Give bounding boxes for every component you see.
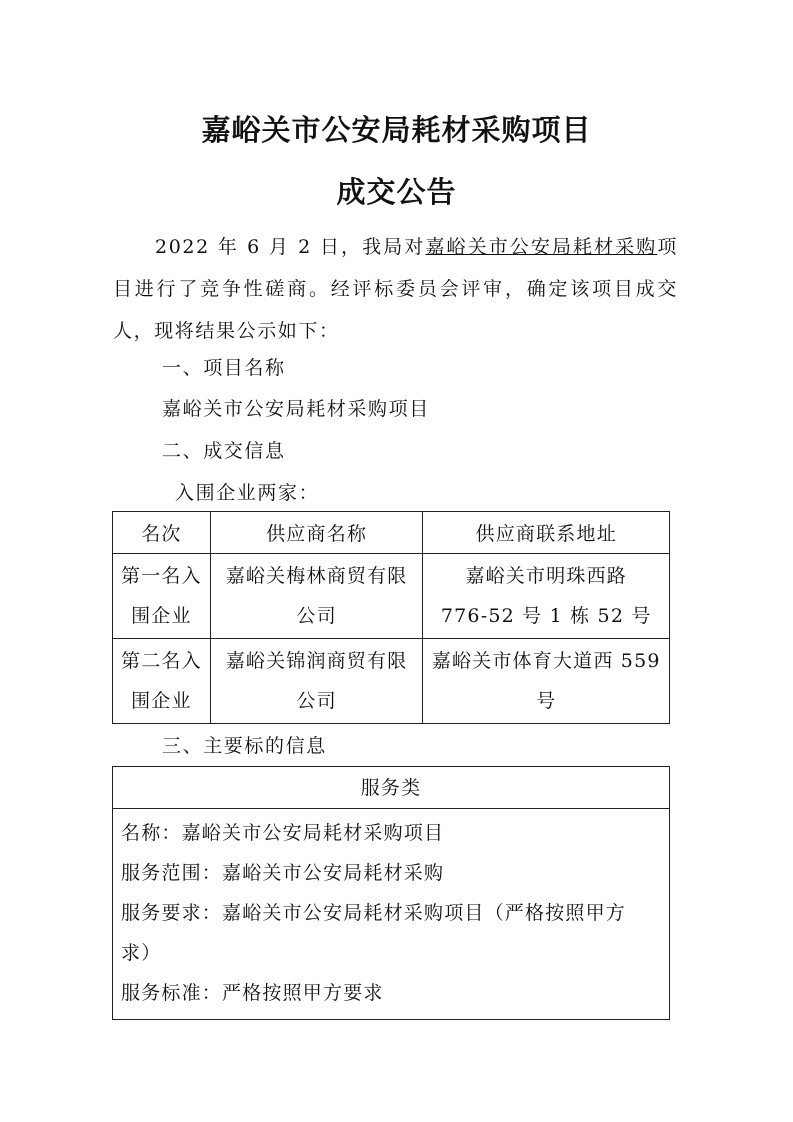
section3-heading: 三、主要标的信息	[162, 735, 327, 757]
document-subtitle: 成交公告	[336, 175, 457, 209]
rank-line: 围企业	[131, 690, 192, 712]
service-requirement-cont: 求）	[121, 942, 162, 964]
service-details-cell	[113, 809, 670, 1020]
column-header-rank: 名次	[113, 512, 211, 554]
service-category-header: 服务类	[113, 767, 670, 809]
service-header-row	[113, 767, 670, 809]
supplier-name-line: 嘉峪关锦润商贸有限	[225, 650, 408, 672]
supplier-name-cell	[210, 554, 423, 639]
winners-table	[112, 511, 670, 724]
service-requirement: 服务要求：嘉峪关市公安局耗材采购项目（严格按照甲方	[121, 902, 627, 924]
section1-heading: 一、项目名称	[162, 357, 286, 379]
rank-cell	[113, 639, 211, 724]
column-header-supplier-address: 供应商联系地址	[423, 512, 670, 554]
supplier-address-line: 776-52 号 1 栋 52 号	[440, 605, 652, 627]
rank-line: 第一名入	[121, 565, 202, 587]
service-name: 名称：嘉峪关市公安局耗材采购项目	[121, 822, 445, 844]
service-table	[112, 766, 670, 1020]
table-row	[113, 554, 670, 639]
intro-date-text: 2022 年 6 月 2 日，我局对	[155, 236, 426, 258]
document-title: 嘉峪关市公安局耗材采购项目	[201, 113, 592, 147]
supplier-address-cell	[423, 554, 670, 639]
supplier-name-line: 嘉峪关梅林商贸有限	[225, 565, 408, 587]
supplier-address-line: 嘉峪关市明珠西路	[465, 565, 627, 587]
column-header-supplier-name: 供应商名称	[210, 512, 423, 554]
service-standard: 服务标准：严格按照甲方要求	[121, 982, 384, 1004]
table-row	[113, 639, 670, 724]
rank-cell	[113, 554, 211, 639]
service-scope: 服务范围：嘉峪关市公安局耗材采购	[121, 862, 445, 884]
section1-content: 嘉峪关市公安局耗材采购项目	[162, 398, 430, 420]
supplier-name-line: 公司	[296, 690, 337, 712]
supplier-name-cell	[210, 639, 423, 724]
section2-heading: 二、成交信息	[162, 440, 286, 462]
supplier-address-line: 号	[536, 690, 557, 712]
intro-project-name: 嘉峪关市公安局耗材采购	[425, 236, 658, 258]
rank-line: 围企业	[131, 605, 192, 627]
supplier-address-cell	[423, 639, 670, 724]
intro-rest-text: 项目进行了竞争性磋商。经评标委员会评审，确定该项目成交人，现将结果公示如下：	[113, 236, 678, 342]
section2-subheading: 入围企业两家：	[175, 482, 320, 504]
table-header-row	[113, 512, 670, 554]
rank-line: 第二名入	[121, 650, 202, 672]
supplier-address-line: 嘉峪关市体育大道西 559	[431, 650, 661, 672]
service-details-row	[113, 809, 670, 1020]
supplier-name-line: 公司	[296, 605, 337, 627]
intro-paragraph	[113, 226, 678, 352]
